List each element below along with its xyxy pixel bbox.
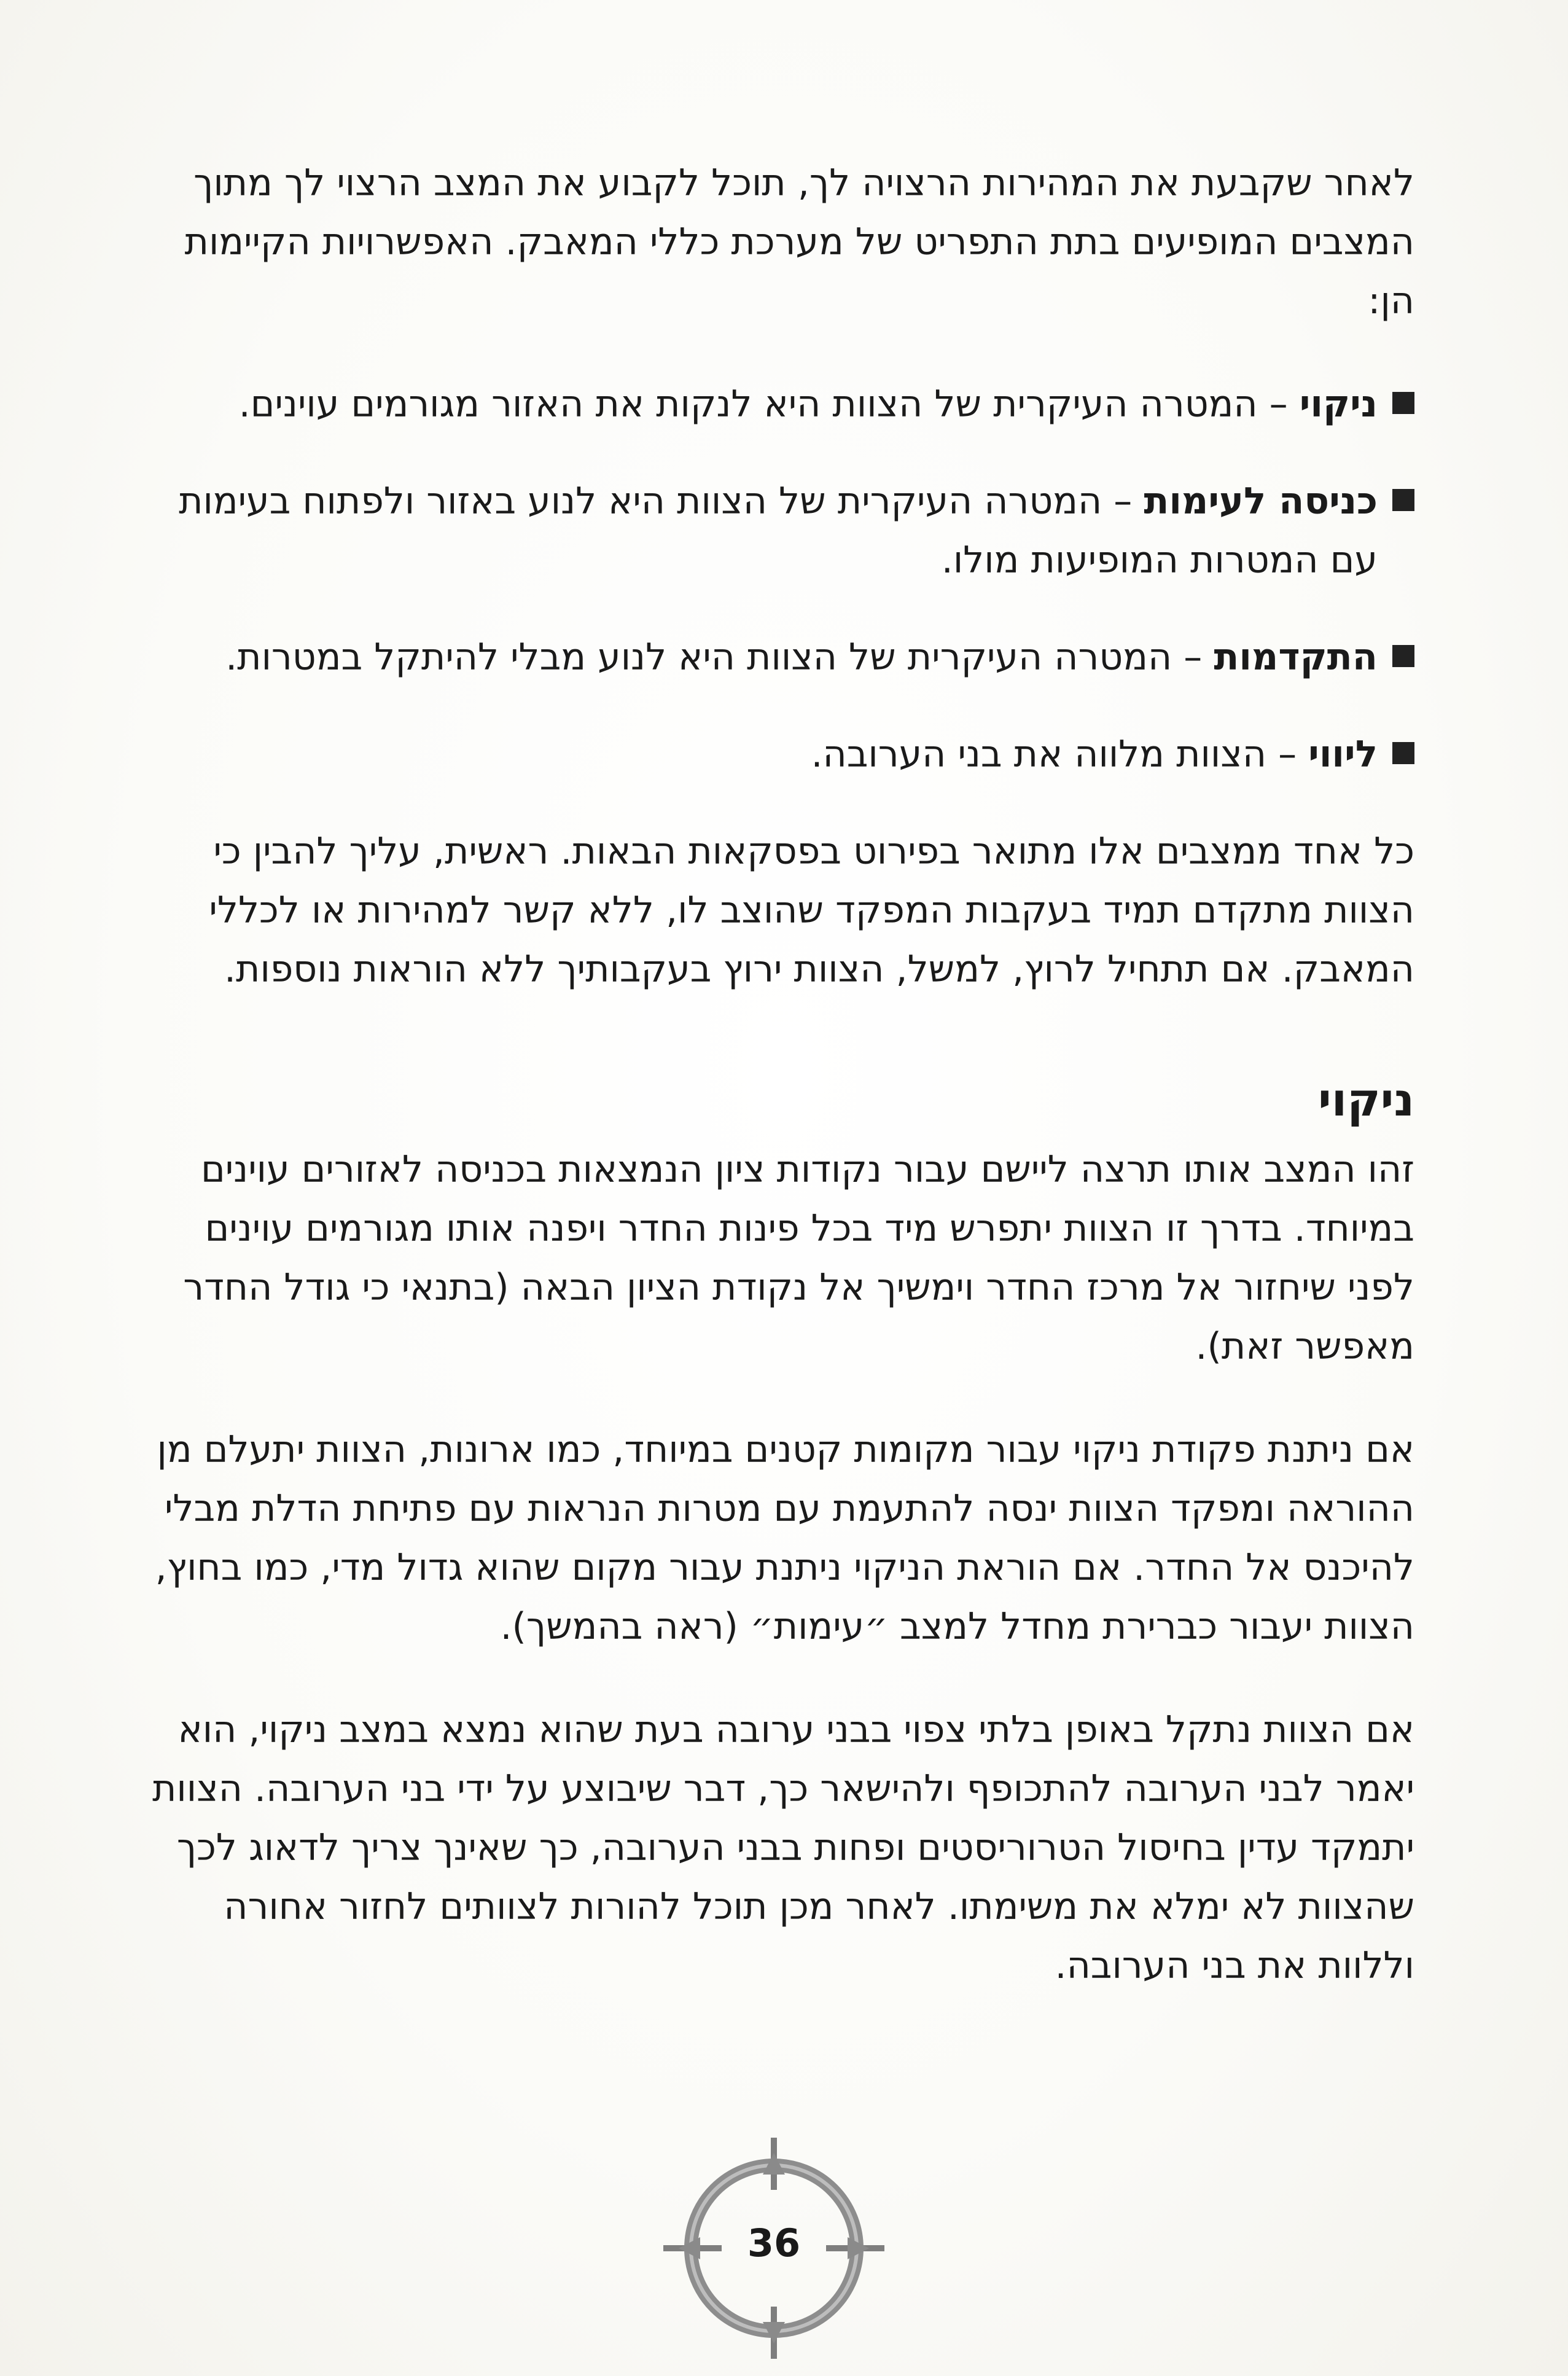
bullet-term: ניקוי [1299,383,1378,426]
square-bullet-icon [1392,645,1414,667]
square-bullet-icon [1392,742,1414,764]
bullet-text: – המטרה העיקרית של הצוות היא לנוע באזור ולפתוח בעימות עם המטרות המופיעות מולו. [179,480,1378,582]
explanation-paragraph: כל אחד ממצבים אלו מתואר בפירוט בפסקאות הבאות. ראשית, עליך להבין כי הצוות מתקדם תמיד בעקבות המפקד שהוצב לו, ללא קשר למהירות או לכללי המאבק. אם תתחיל לרוץ, למשל, הצוות ירוץ בעקבותיך ללא הוראות נוספות. [209,830,1414,991]
section-paragraph: זהו המצב אותו תרצה ליישם עבור נקודות ציון הנמצאות בכניסה לאזורים עוינים במיוחד. בדרך זו הצוות יתפרש מיד בכל פינות החדר ויפנה אותו מגורמים עוינים לפני שיחזור אל מרכז החדר וימשיך אל נקודת הציון הבאה (בתנאי כי גודל החדר מאפשר זאת). [183,1148,1414,1368]
bullet-text: – המטרה העיקרית של הצוות היא לנקות את האזור מגורמים עוינים. [238,383,1300,426]
page-content [131,154,1414,2039]
section-paragraph: אם הצוות נתקל באופן בלתי צפוי בבני ערובה בעת שהוא נמצא במצב ניקוי, הוא יאמר לבני הערובה להתכופף ולהישאר כך, דבר שיבוצע על ידי בני הערובה. הצוות יתמקד עדין בחיסול הטרוריסטים ופחות בבני הערובה, כך שאינך צריך לדאוג לכך שהצוות לא ימלא את משימתו. לאחר מכן תוכל להורות לצוותים לחזור אחורה וללוות את בני הערובה. [152,1708,1414,1987]
bullet-term: ליווי [1308,733,1378,776]
bullet-item-cleanup [131,375,1414,434]
page-number: 36 [747,2221,801,2265]
bullet-text: – הצוות מלווה את בני הערובה. [811,733,1309,776]
bullet-term: התקדמות [1214,636,1378,679]
bullet-term: כניסה לעימות [1144,480,1378,523]
bullet-text: – המטרה העיקרית של הצוות היא לנוע מבלי להיתקל במטרות. [225,636,1214,679]
bullet-item-advance [131,628,1414,687]
square-bullet-icon [1392,392,1414,414]
section-heading: ניקוי [1318,1074,1414,1127]
intro-paragraph: לאחר שקבעת את המהירות הרצויה לך, תוכל לקבוע את המצב הרצוי לך מתוך המצבים המופיעים בתת התפריט של מערכת כללי המאבק. האפשרויות הקיימות הן: [184,162,1414,322]
square-bullet-icon [1392,489,1414,511]
bullet-item-engage [131,472,1414,590]
bullet-item-escort [131,725,1414,784]
section-paragraph: אם ניתנת פקודת ניקוי עבור מקומות קטנים במיוחד, כמו ארונות, הצוות יתעלם מן ההוראה ומפקד הצוות ינסה להתעמת עם מטרות הנראות עם פתיחת הדלת מבלי להיכנס אל החדר. אם הוראת הניקוי ניתנת עבור מקום שהוא גדול מדי, כמו בחוץ, הצוות יעבור כברירת מחדל למצב ״עימות״ (ראה בהמשך). [155,1428,1414,1648]
